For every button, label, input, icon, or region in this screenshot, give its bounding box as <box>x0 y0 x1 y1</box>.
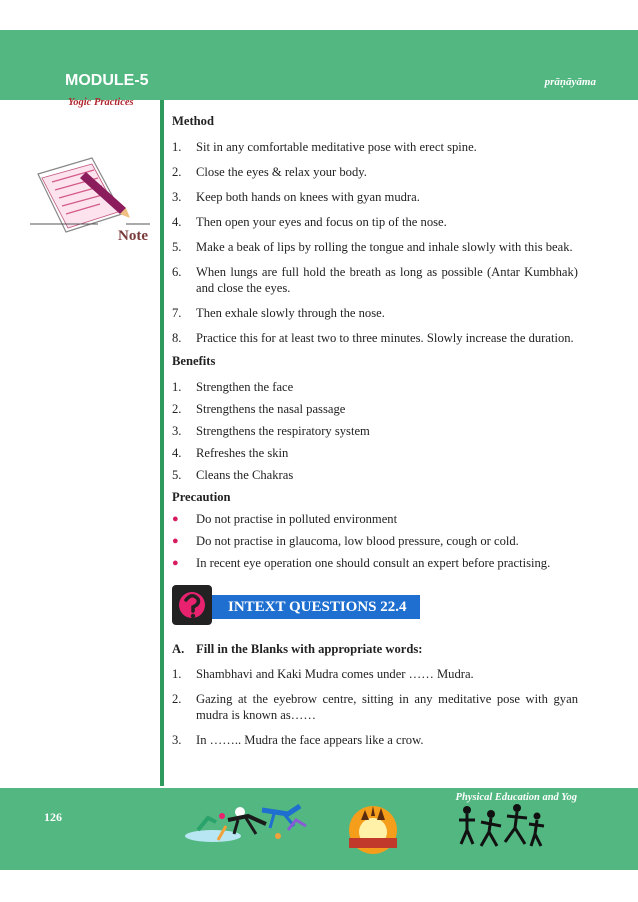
intext-question-list <box>172 666 578 748</box>
bullet-icon: ● <box>172 535 179 547</box>
bullet-icon: ● <box>172 557 179 569</box>
list-item: 2. Gazing at the eyebrow centre, sitting in any meditative pose with gyan mudra is known as…… <box>172 692 578 722</box>
intext-title: INTEXT QUESTIONS 22.4 <box>208 595 420 619</box>
chapter-topic: prāṇāyāma <box>544 76 596 88</box>
sports-figures-icon <box>178 800 318 852</box>
book-title: Physical Education and Yog <box>455 792 577 803</box>
note-label: Note <box>118 228 148 244</box>
bullet-icon: ● <box>172 513 179 525</box>
list-item: 5. Cleans the Chakras <box>172 468 294 482</box>
benefits-list <box>172 379 578 483</box>
list-item: ● Do not practise in glaucoma, low blood pressure, cough or cold. <box>172 534 519 548</box>
precaution-heading: Precaution <box>172 490 231 504</box>
list-item: 4. Refreshes the skin <box>172 446 289 460</box>
benefits-heading: Benefits <box>172 354 216 368</box>
intext-questions-banner <box>172 585 578 625</box>
list-item: 5. Make a beak of lips by rolling the tongue and inhale slowly with this beak. <box>172 240 573 254</box>
list-item: 1. Sit in any comfortable meditative pose with erect spine. <box>172 140 477 154</box>
list-item: 3. Keep both hands on knees with gyan mudra. <box>172 190 420 204</box>
list-item: ● Do not practise in polluted environment <box>172 512 398 526</box>
margin-divider <box>160 100 164 786</box>
module-subtitle: Yogic Practices <box>68 97 134 108</box>
page-number: 126 <box>44 810 62 824</box>
list-item: 2. Close the eyes & relax your body. <box>172 165 367 179</box>
main-content <box>172 113 578 757</box>
module-label: MODULE-5 <box>65 72 149 89</box>
intext-section-heading: A. Fill in the Blanks with appropriate words: <box>172 642 423 656</box>
list-item: 4. Then open your eyes and focus on tip of the nose. <box>172 215 447 229</box>
yoga-figures-icon <box>455 800 545 854</box>
list-item: 2. Strengthens the nasal passage <box>172 402 346 416</box>
method-heading: Method <box>172 114 214 128</box>
list-item: 3. Strengthens the respiratory system <box>172 424 370 438</box>
list-item: 1. Shambhavi and Kaki Mudra comes under …… Mudra. <box>172 667 474 681</box>
list-item: 7. Then exhale slowly through the nose. <box>172 306 385 320</box>
method-list <box>172 139 578 346</box>
sunrise-icon <box>345 802 401 856</box>
list-item: ● In recent eye operation one should consult an expert before practising. <box>172 556 551 570</box>
question-mark-icon <box>172 585 212 625</box>
list-item: 8. Practice this for at least two to three minutes. Slowly increase the duration. <box>172 331 574 345</box>
precaution-list <box>172 511 578 571</box>
list-item: 1. Strengthen the face <box>172 380 294 394</box>
list-item: 6. When lungs are full hold the breath as long as possible (Antar Kumbhak) and close the eyes. <box>172 265 578 295</box>
list-item: 3. In …….. Mudra the face appears like a crow. <box>172 733 424 747</box>
